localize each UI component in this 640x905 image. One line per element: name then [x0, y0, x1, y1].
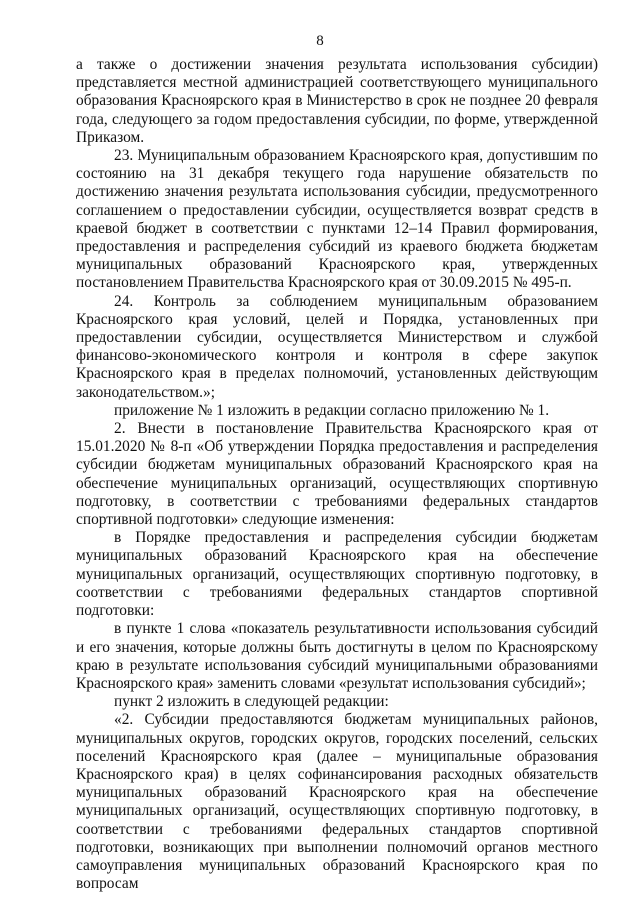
paragraph-appendix-1: приложение № 1 изложить в редакции согласно приложению № 1. — [114, 401, 550, 419]
paragraph-item-23-refund: 23. Муниципальным образованием Красноярского края, допустившим по состоянию на 31 декабря текущего года нарушение обязательств по достижению значения результата использования субсидии, предусмотренного соглашением о предоставлении субсидии, осуществляется возврат средств в краевой бюджет в соответствии с пунктами 12–14 Правил формирования, предоставления и распределения субсидий из краевого бюджета бюджетам муниципальных образований Красноярского края, утвержденных постановлением Правительства Красноярского края от 30.09.2015 № 495-п. — [76, 147, 598, 292]
page-number: 8 — [316, 33, 324, 49]
paragraph-procedure-reference: в Порядке предоставления и распределения субсидии бюджетам муниципальных образований Красноярского края на обеспечение муниципальных организаций, осуществляющих спортивную подготовку, в соответствии с требованиями федеральных стандартов спортивной подготовки: — [76, 529, 598, 620]
paragraph-section-2-amendments: 2. Внести в постановление Правительства Красноярского края от 15.01.2020 № 8-п «Об утверждении Порядка предоставления и распределения субсидии бюджетам муниципальных образований Красноярского края на обеспечение муниципальных организаций, осуществляющих спортивную подготовку, в соответствии с требованиями федеральных стандартов спортивной подготовки» следующие изменения: — [76, 420, 598, 529]
paragraph-point-2-intro: пункт 2 изложить в следующей редакции: — [114, 693, 389, 711]
paragraph-point-2-new-text: «2. Субсидии предоставляются бюджетам муниципальных районов, муниципальных округов, городских округов, городских поселений, сельских поселений Красноярского края (далее – муниципальные образования Красноярского края) в целях софинансирования расходных обязательств муниципальных образований Красноярского края на обеспечение муниципальных организаций, осуществляющих спортивную подготовку, в соответствии с требованиями федеральных стандартов спортивной подготовки, возникающих при выполнении полномочий органов местного самоуправления муниципальных образований Красноярского края по вопросам — [76, 711, 598, 893]
document-body — [76, 56, 598, 893]
paragraph-point-1-change: в пункте 1 слова «показатель результативности использования субсидий и его значения, которые должны быть достигнуты в целом по Красноярскому краю в результате использования субсидий муниципальными образованиями Красноярского края» заменить словами «результат использования субсидий»; — [76, 620, 598, 692]
paragraph-item-24-control: 24. Контроль за соблюдением муниципальным образованием Красноярского края условий, целей и Порядка, установленных при предоставлении субсидии, осуществляется Министерством и службой финансово-экономического контроля и контроля в сфере закупок Красноярского края в пределах полномочий, установленных действующим законодательством.»; — [76, 292, 598, 401]
paragraph-continuation-reporting: а также о достижении значения результата использования субсидии) представляется местной администрацией соответствующего муниципального образования Красноярского края в Министерство в срок не позднее 20 февраля года, следующего за годом предоставления субсидии, по форме, утвержденной Приказом. — [76, 56, 598, 146]
